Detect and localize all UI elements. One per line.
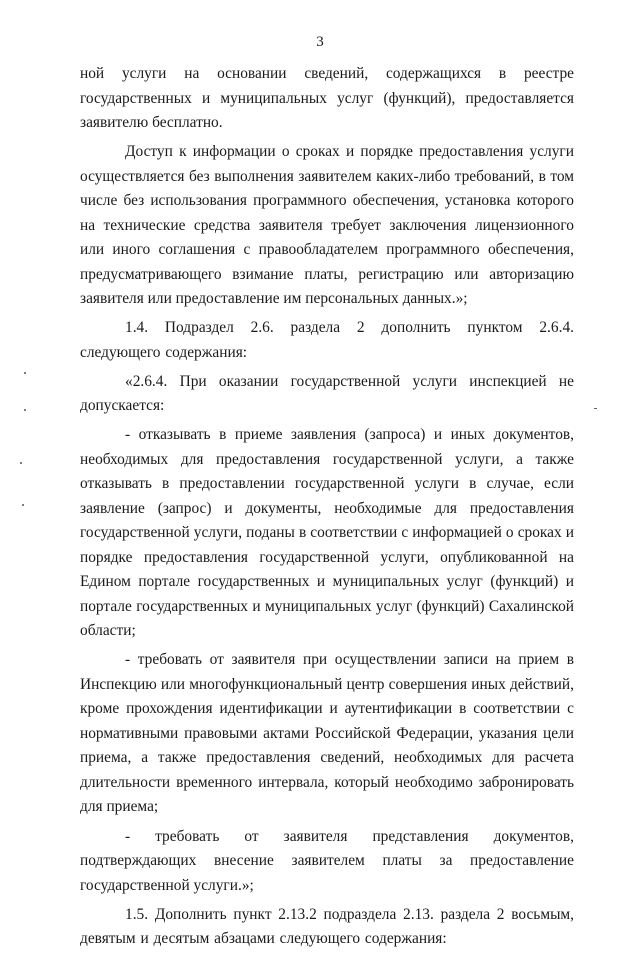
paragraph-information-access: Доступ к информации о сроках и порядке предоставления услуги осуществляется без выполнения заявителем каких-либо требований, в том числе без использования программного обеспечения, установка которого на технические средства заявителя требует заключения лицензионного или иного соглашения с правообладателем программного обеспечения, предусматривающего взимание платы, регистрацию или авторизацию заявителя или предоставление им персональных данных.»; [80,143,574,308]
paragraph-prohibition-payment-proof: - требовать от заявителя представления документов, подтверждающих внесение заявителем платы за предоставление государственной услуги.»; [80,827,574,894]
paragraph-prohibition-refusal: - отказывать в приеме заявления (запроса) и иных документов, необходимых для предоставления государственной услуги, а также отказывать в предоставлении государственной услуги в случае, если заявление (запрос) и документы, необходимые для предоставления государственной услуги, поданы в соответствии с информацией о сроках и порядке предоставления государственной услуги, опубликованной на Едином портале государственных и муниципальных услуг (функций) и портале государственных и муниципальных услуг (функций) Сахалинской области; [80,426,574,640]
paragraph-continuation: ной услуги на основании сведений, содержащихся в реестре государственных и муниципальных услуг (функций), предоставляется заявителю бесплатно. [80,65,574,131]
paragraph-item-1-4: 1.4. Подраздел 2.6. раздела 2 дополнить пунктом 2.6.4. следующего содержания: [80,319,574,361]
paragraph-clause-2-6-4: «2.6.4. При оказании государственной услуги инспекцией не допускается: [80,372,574,415]
paragraph-item-1-5: 1.5. Дополнить пункт 2.13.2 подраздела 2.13. раздела 2 восьмым, девятым и десятым абзацами следующего содержания: [80,905,574,948]
scan-speck [20,462,22,464]
page-number: 3 [316,34,324,50]
scan-speck [24,409,26,411]
document-body [80,62,574,956]
scan-speck [22,504,24,506]
paragraph-prohibition-extra-actions: - требовать от заявителя при осуществлении записи на прием в Инспекцию или многофункциональный центр совершения иных действий, кроме прохождения идентификации и аутентификации в соответствии с нормативными правовыми актами Российской Федерации, указания цели приема, а также предоставления сведений, необходимых для расчета длительности временного интервала, который необходимо забронировать для приема; [80,651,574,816]
scan-speck [594,408,597,409]
scan-speck [24,372,26,374]
